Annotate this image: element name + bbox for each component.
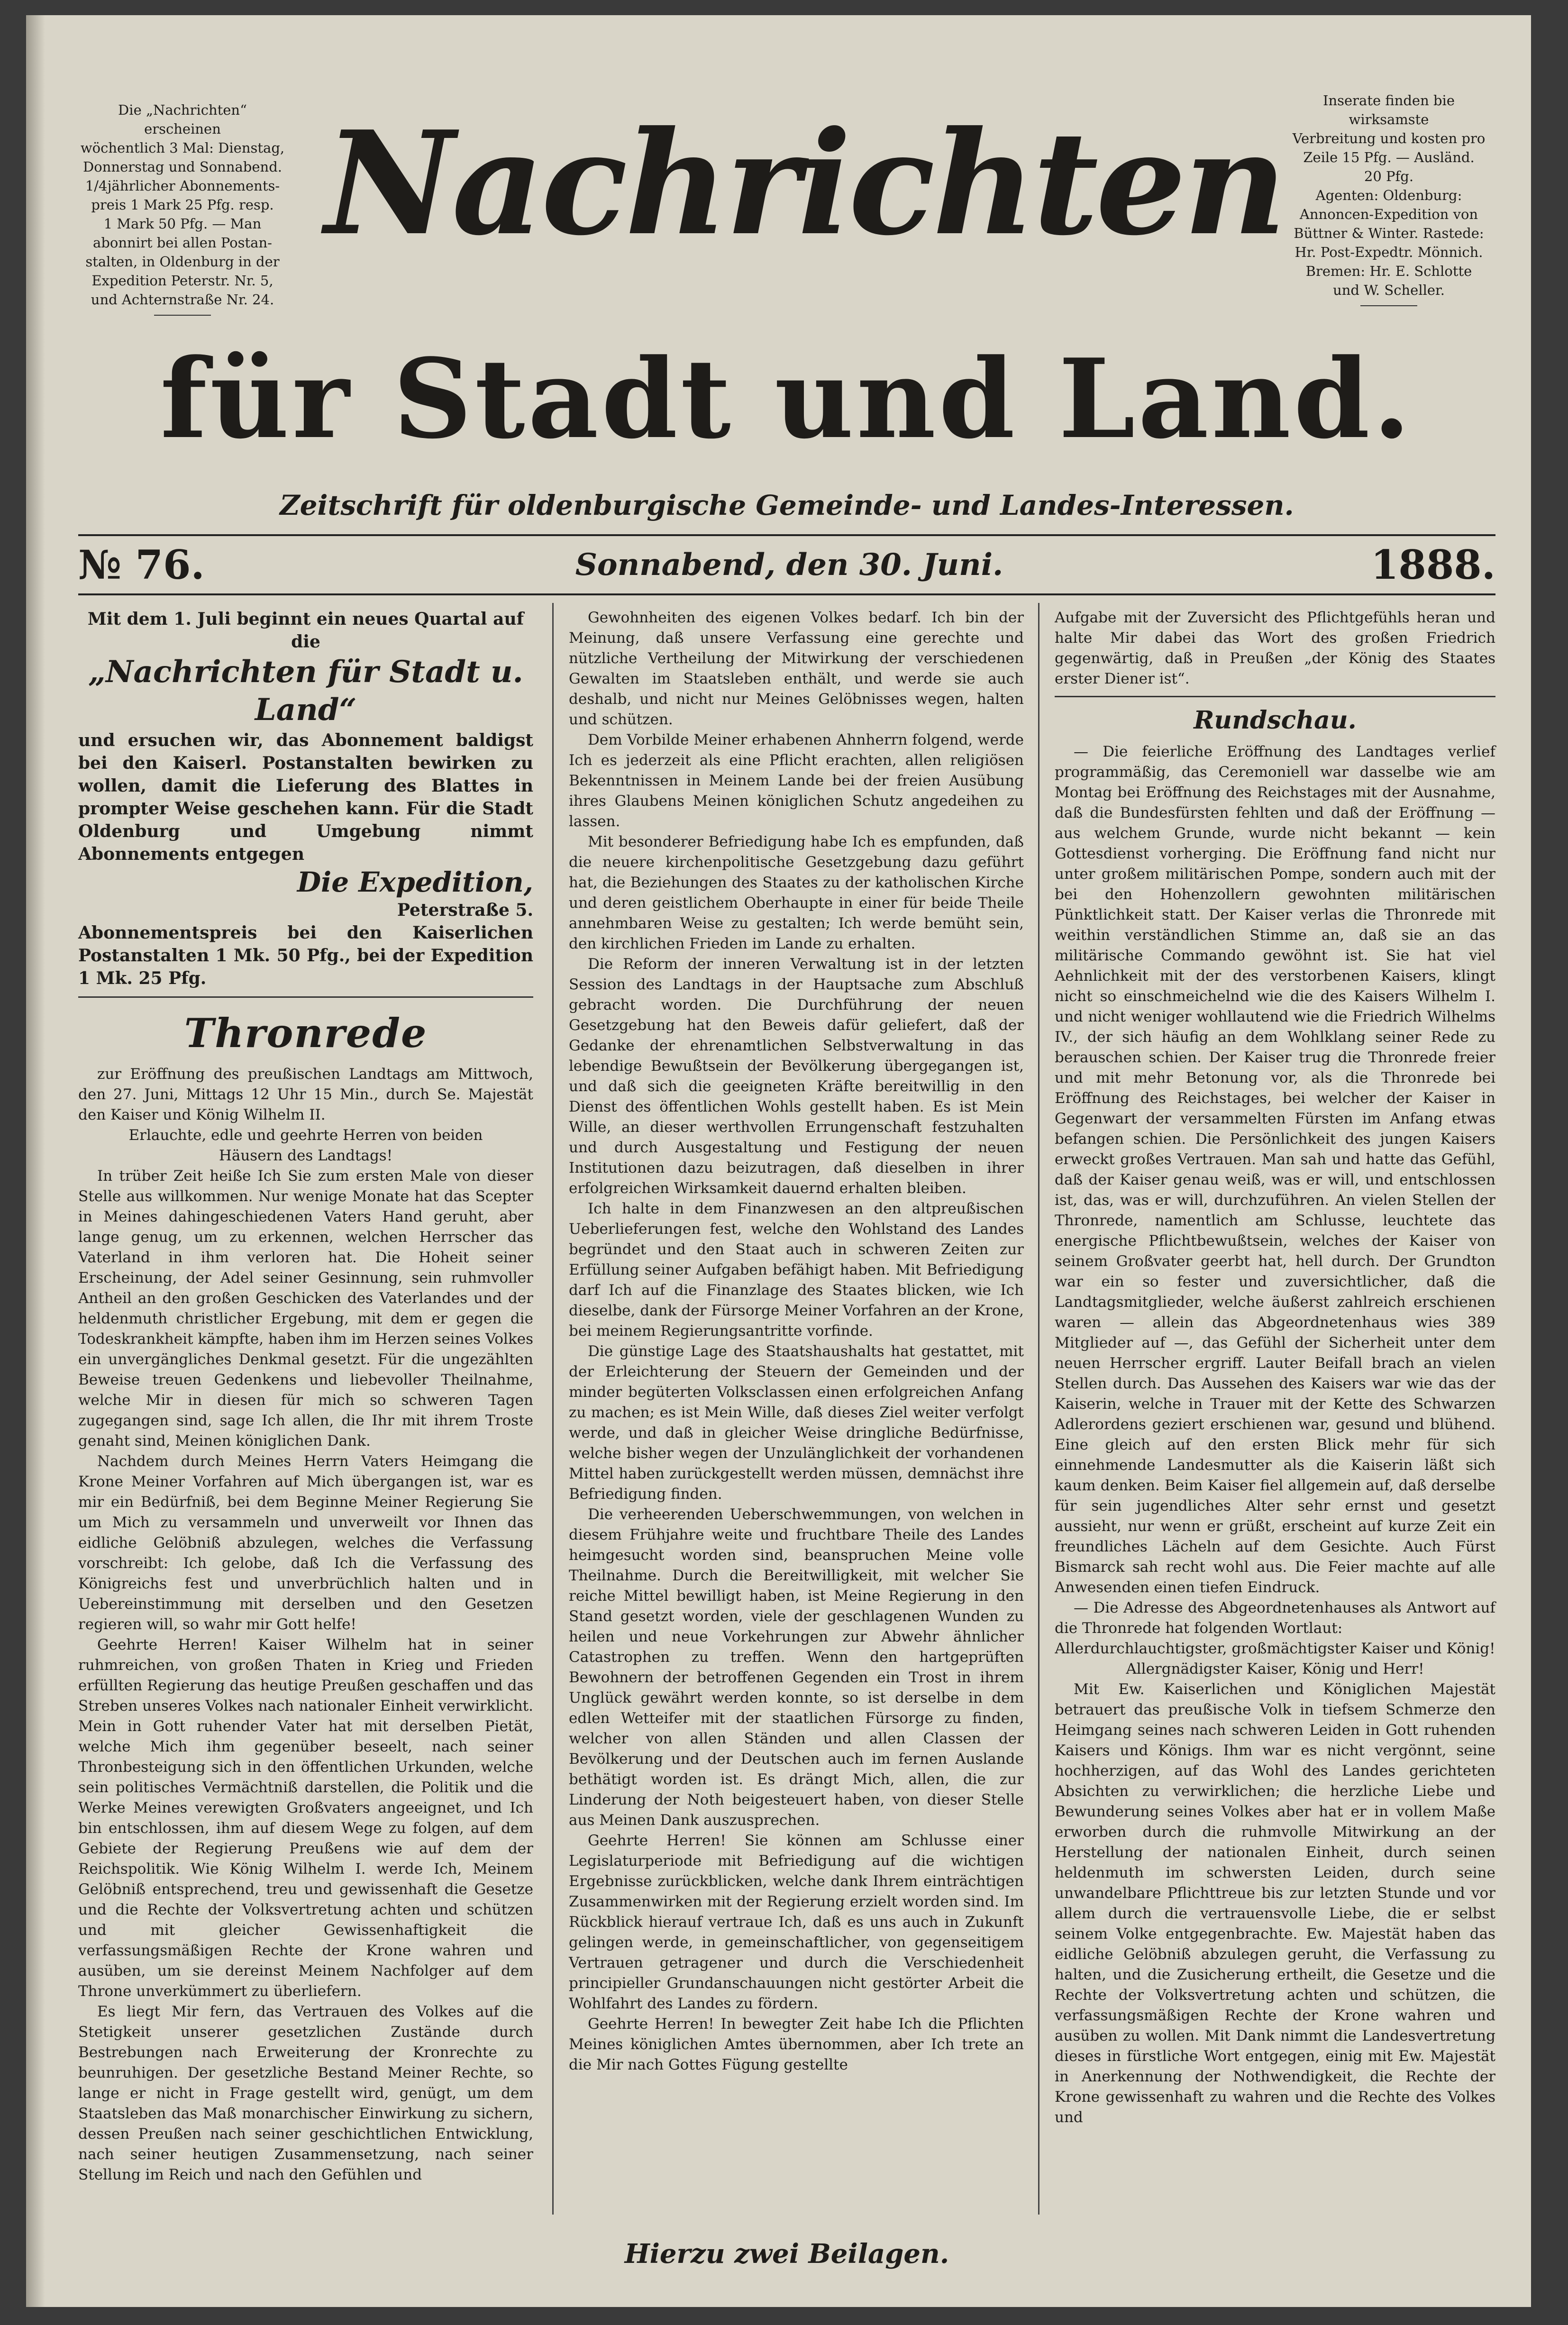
header-rule-top [78,534,1495,536]
announcement-address: Peterstraße 5. [397,900,533,920]
advertising-info-line: und W. Scheller. [1333,282,1445,298]
article-paragraph: Geehrte Herren! Kaiser Wilhelm hat in seiner ruhmreichen, von großen Thaten in Krieg und Frieden erfüllten Regierung das heutige Preußen geschaffen und das Streben unseres Volkes nach nationaler Einheit verwirklicht. Mein in Gott ruhender Vater hat mit derselben Pietät, welche Mich ihm gegenüber beseelt, nach seiner Thronbesteigung sich in den öffentlichen Urkunden, welche sein politisches Vermächtniß darstellen, die Politik und die Werke Meines verewigten Großvaters angeeignet, und Ich bin entschlossen, ihm auf diesem Wege zu folgen, auf dem Gebiete der Regierung Preußens wie auf dem der Reichspolitik. Wie König Wilhelm I. werde Ich, Meinem Gelöbniß entsprechend, treu und gewissenhaft die Gesetze und die Rechte der Volksvertretung achten und schützen und mit gleicher Gewissenhaftigkeit die verfassungsmäßigen Rechte der Krone wahren und ausüben, um sie dereinst Meinem Nachfolger auf dem Throne unverkümmert zu überliefern. [78,1636,533,2000]
section-rule [1055,696,1495,697]
article-paragraph: Die günstige Lage des Staatshaushalts hat gestattet, mit der Erleichterung der Steuern der Gemeinden und der minder begüterten Volksclassen einen erfolgreichen Anfang zu machen; es ist Mein Wille, daß dieses Ziel weiter verfolgt werde, und daß in gleicher Weise dringliche Bedürfnisse, welche bisher wegen der Unzulänglichkeit der vorhandenen Mittel haben zurückgestellt werden müssen, demnächst ihre Befriedigung finden. [569,1343,1024,1503]
announcement-title: „Nachrichten für Stadt u. Land“ [88,654,523,728]
header-rule-bottom [78,593,1495,595]
article-paragraph: Es liegt Mir fern, das Vertrauen des Volkes auf die Stetigkeit unserer gesetzlichen Zustände durch Bestrebungen nach Erweiterung der Kronrechte zu beunruhigen. Der gesetzliche Bestand Meiner Rechte, so lange er nicht in Frage gestellt wird, genügt, um dem Staatsleben das Maß monarchischer Einwirkung zu sichern, dessen Preußen nach seiner geschichtlichen Entwicklung, nach seiner heutigen Zusammensetzung, nach seiner Stellung im Reich und nach den Gefühlen und [78,2003,533,2183]
advertising-info-line: Büttner & Winter. Rastede: [1294,225,1484,241]
column-1 [78,608,533,2185]
box-rule [154,315,211,316]
address-text: Mit Ew. Kaiserlichen und Königlichen Majestät betrauert das preußische Volk in tiefsem Schmerze den Heimgang seines nach schweren Leiden in Gott ruhenden Kaisers und Königs. Ihm war es nicht vergönnt, seine hochherzigen, auf das Wohl des Landes gerichteten Absichten zu verwirklichen; die herzliche Liebe und Bewunderung seines Volkes aber hat er in vollem Maße erworben durch die ruhmvolle Mitwirkung an der Herstellung der nationalen Einheit, durch seinen heldenmuth im schwersten Leiden, durch seine unwandelbare Pflichttreue bis zur letzten Stunde und vor allem durch die vertrauensvolle Liebe, die er selbst seinem Volke entgegenbrachte. Ew. Majestät haben das eidliche Gelöbniß abzulegen geruht, die Verfassung zu halten, und die Zusicherung ertheilt, die Gesetze und die Rechte der Volksvertretung achten und schützen, die verfassungsmäßigen Rechte der Krone wahren und ausüben zu wollen. Mit Dank nimmt die Landesvertretung dieses in fürstliche Wort entgegen, einig mit Ew. Majestät in Anerkennung der Nothwendigkeit, die Rechte der Krone gewissenhaft zu wahren und die Rechte des Volkes und [1055,1681,1495,2126]
issue-date: Sonnabend, den 30. Juni. [575,547,1003,583]
announcement-intro: Mit dem 1. Juli beginnt ein neues Quartal auf die [87,609,524,652]
article-paragraph: Nachdem durch Meines Herrn Vaters Heimgang die Krone Meiner Vorfahren auf Mich übergangen ist, war es mir ein Bedürfniß, bei dem Beginne Meiner Regierung Sie um Mich zu versammeln und unverweilt vor Ihnen das eidliche Gelöbniß abzulegen, welches die Verfassung vorschreibt: Ich gelobe, daß Ich die Verfassung des Königreichs fest und unverbrüchlich halten und in Uebereinstimmung mit derselben und den Gesetzen regieren will, so wahr mir Gott helfe! [78,1453,533,1633]
col3-opening: Aufgabe mit der Zuversicht des Pflichtgefühls heran und halte Mir dabei das Wort des großen Friedrich gegenwärtig, daß in Preußen „der König des Staates erster Diener ist“. [1055,609,1495,687]
issue-number: № 76. [78,541,205,588]
advertising-info-line: 20 Pfg. [1364,168,1414,184]
announcement-price: Abonnementspreis bei den Kaiserlichen Postanstalten 1 Mk. 50 Pfg., bei der Expedition 1 Mk. 25 Pfg. [78,923,533,988]
article-paragraph: Ich halte in dem Finanzwesen an den altpreußischen Ueberlieferungen fest, welche den Wohlstand des Landes begründet und den Staat auch in schweren Zeiten zur Erfüllung seiner Aufgaben befähigt haben. Mit Befriedigung darf Ich auf die Finanzlage des Staates blicken, wie Ich dieselbe, dank der Fürsorge Meiner Vorfahren an der Krone, bei meinem Regierungsantritte vorfinde. [569,1200,1024,1340]
subscription-info-line: 1 Mark 50 Pfg. — Man [103,216,262,232]
announcement-signature: Die Expedition, [297,866,533,898]
masthead-title-line1: Nachrichten [325,100,1284,267]
article-paragraph: Geehrte Herren! In bewegter Zeit habe Ich die Pflichten Meines königlichen Amtes übernommen, aber Ich trete an die Mir nach Gottes Fügung gestellte [569,2015,1024,2073]
article-paragraph: Die verheerenden Ueberschwemmungen, von welchen in diesem Frühjahre weite und fruchtbare Theile des Landes heimgesucht worden sind, beanspruchen Meine volle Theilnahme. Durch die Bereitwilligkeit, mit welcher Sie reiche Mittel bewilligt haben, ist Meine Regierung in den Stand gesetzt worden, viele der geschlagenen Wunden zu heilen und neue Vorkehrungen zur Abwehr ähnlicher Catastrophen zu treffen. Wenn den hartgeprüften Bewohnern der betroffenen Gegenden ein Trost in ihrem Unglück gewährt werden konnte, so ist derselbe in dem edlen Wetteifer mit der staatlichen Fürsorge zu finden, welcher von allen Ständen und allen Classen der Bevölkerung und der Deutschen auch im fernen Auslande bethätigt worden ist. Es drängt Mich, allen, die zur Linderung der Noth beigesteuert haben, von dieser Stelle aus Meinen Dank auszusprechen. [569,1506,1024,1829]
masthead-subtitle: Zeitschrift für oldenburgische Gemeinde- und Landes-Interessen. [280,489,1294,521]
salutation-2: Allergnädigster Kaiser, König und Herr! [1126,1660,1424,1678]
column-divider-2 [1038,603,1039,2215]
advertising-info-line: Annoncen-Expedition von [1299,206,1478,222]
announcement-body: und ersuchen wir, das Abonnement baldigst bei den Kaiserl. Postanstalten bewirken zu wollen, damit die Lieferung des Blattes in prompter Weise geschehen kann. Für die Stadt Oldenburg und Umgebung nimmt Abonnements entgegen [78,730,533,864]
advertising-info-box [1282,91,1495,312]
advertising-info-line: Bremen: Hr. E. Schlotte [1305,263,1472,279]
advertising-info-line: Hr. Post-Expedtr. Mönnich. [1295,244,1483,260]
article-paragraph: Dem Vorbilde Meiner erhabenen Ahnherrn folgend, werde Ich es jederzeit als eine Pflicht erachten, allen religiösen Bekenntnissen in Meinem Lande bei der freien Ausübung ihres Glaubens Meinen königlichen Schutz angedeihen zu lassen. [569,731,1024,830]
article-paragraph: In trüber Zeit heiße Ich Sie zum ersten Male von dieser Stelle aus willkommen. Nur wenige Monate hat das Scepter in Meines dahingeschiedenen Vaters Hand geruht, aber lange genug, um zu erkennen, welchen Herrscher das Vaterland in ihm verloren hat. Die Hoheit seiner Erscheinung, der Adel seiner Gesinnung, sein ruhmvoller Antheil an den großen Geschicken des Vaterlandes und der heldenmuth christlicher Ergebung, mit dem er gegen die Todeskrankheit kämpfte, haben ihm im Herzen seines Volkes ein unvergängliches Denkmal gesetzt. Für die ungezählten Beweise treuen Gedenkens und liebevoller Theilnahme, welche Mir in diesen für mich so schweren Tagen zugegangen sind, sage Ich allen, die Ihr mit ihrem Troste genaht sind, Meinen königlichen Dank. [78,1167,533,1450]
article-paragraph: — Die feierliche Eröffnung des Landtages verlief programmäßig, das Ceremoniell war dasselbe wie am Montag bei Eröffnung des Reichstages mit der Ausnahme, daß die Bundesfürsten fehlten und daß der Eröffnung — aus welchem Grunde, wurde nicht bekannt — kein Gottesdienst vorherging. Die Eröffnung fand nicht nur unter großem militärischen Pompe, sondern auch mit der bei den Hohenzollern gewohnten militärischen Pünktlichkeit statt. Der Kaiser verlas die Thronrede mit weithin verständlichen Stimme an, daß sie an das militärische Commando gewöhnt ist. Sie hat viel Aehnlichkeit mit der des verstorbenen Kaisers, klingt nicht so einschmeichelnd wie die des Kaisers Wilhelm I. und nicht weniger wohllautend wie die Friedrich Wilhelms IV., der sich häufig an dem Wohlklang seiner Rede zu berauschen schien. Der Kaiser trug die Thronrede freier und mit mehr Betonung vor, als die Thronrede bei Eröffnung des Reichstages, bei welcher der Kaiser in Gegenwart der versammelten Fürsten im Anfang etwas befangen schien. Die Persönlichkeit des jungen Kaisers erweckt großes Vertrauen. Man sah und hatte das Gefühl, daß der Kaiser genau weiß, was er will, und entschlossen ist, das, was er will, durchzuführen. An vielen Stellen der Thronrede, namentlich am Schlusse, leuchtete das energische Pflichtbewußtsein, welches der Kaiser von seinem Großvater geerbt hat, hell durch. Der Grundton war ein so fester und zuversichtlicher, daß die Landtagsmitglieder, welche äußerst zahlreich erschienen waren — allein das Abgeordnetenhaus wies 389 Mitglieder auf —, das Gefühl der Sicherheit unter dem neuen Herrscher ergriff. Lauter Beifall brach an vielen Stellen durch. Das Aussehen des Kaisers war wie das der Kaiserin, welche in Trauer mit der Kette des Schwarzen Adlerordens geziert erschienen war, gesund und blühend. Eine gleich auf den ersten Blick mehr für sich einnehmende Landesmutter als die Kaiserin läßt sich kaum denken. Beim Kaiser fiel allgemein auf, daß derselbe für sein jugendliches Alter sehr ernst und gesetzt aussieht, nur wenn er grüßt, erscheint auf kurze Zeit ein freundliches Lächeln auf dem Gesichte. Auch Fürst Bismarck sah recht wohl aus. Die Feier machte auf alle Anwesenden einen tiefen Eindruck. [1055,743,1495,1596]
advertising-info-line: Verbreitung und kosten pro [1292,130,1486,146]
newspaper-page [26,15,1531,2307]
subscription-info-line: Donnerstag und Sonnabend. [83,159,282,175]
subscription-info-line: stalten, in Oldenburg in der [85,254,280,270]
subscription-info-line: Die „Nachrichten“ erscheinen [118,102,247,137]
box-rule [1360,305,1417,306]
page-content [78,15,1495,2307]
subscription-announcement [78,608,533,990]
subscription-info-line: und Achternstraße Nr. 24. [91,292,274,308]
subscription-info-line: 1/4jährlicher Abonnements- [85,178,280,194]
article-paragraph: — Die Adresse des Abgeordnetenhauses als Antwort auf die Thronrede hat folgenden Wortlaut: [1055,1599,1495,1637]
thronrede-heading: Thronrede [184,1010,428,1057]
advertising-info-line: Inserate finden bie wirksamste [1322,92,1455,128]
thronrede-address: Erlauchte, edle und geehrte Herren von beiden Häusern des Landtags! [128,1127,483,1164]
subscription-info-line: preis 1 Mark 25 Pfg. resp. [91,197,274,213]
issue-year: 1888. [1370,541,1495,588]
article-paragraph: Gewohnheiten des eigenen Volkes bedarf. Ich bin der Meinung, daß unsere Verfassung eine gerechte und nützliche Vertheilung der Mitwirkung der verschiedenen Gewalten im Staatsleben enthält, und werde sie auch deshalb, und nicht nur Meines Gelöbnisses wegen, halten und schützen. [569,609,1024,728]
subscription-info-line: abonnirt bei allen Postan- [93,235,272,251]
advertising-info-line: Zeile 15 Pfg. — Ausländ. [1303,149,1475,165]
section-rule [78,996,533,998]
column-3 [1055,608,1495,2128]
subscription-info-line: Expedition Peterstr. Nr. 5, [91,273,273,289]
salutation-1: Allerdurchlauchtigster, großmächtigster Kaiser und König! [1055,1640,1495,1657]
binding-edge [26,15,45,2307]
article-paragraph: Die Reform der inneren Verwaltung ist in der letzten Session des Landtags in der Hauptsache zum Abschluß gebracht worden. Die Durchführung der neuen Gesetzgebung hat den Beweis dafür geliefert, daß der Gedanke der ehrenamtlichen Selbstverwaltung in das lebendige Bewußtsein der Bevölkerung übergegangen ist, und daß sich die geeigneten Kräfte bereitwillig in den Dienst des öffentlichen Wohls gestellt haben. Es ist Mein Wille, an dieser werthvollen Errungenschaft festzuhalten und durch Ausgestaltung und Festigung der neuen Institutionen dazu beizutragen, daß dieselben in ihrer erfolgreichen Wirksamkeit dauernd erhalten bleiben. [569,956,1024,1197]
subscription-info-box [78,100,287,321]
rundschau-heading: Rundschau. [1194,706,1357,735]
advertising-info-line: Agenten: Oldenburg: [1315,187,1462,203]
column-2 [569,608,1024,2075]
subscription-info-line: wöchentlich 3 Mal: Dienstag, [80,140,285,156]
dateline [78,539,1495,591]
supplement-note: Hierzu zwei Beilagen. [624,2238,949,2270]
column-divider-1 [552,603,554,2215]
masthead-title-line2: für Stadt und Land. [160,335,1414,463]
article-paragraph: Geehrte Herren! Sie können am Schlusse einer Legislaturperiode mit Befriedigung auf die wichtigen Ergebnisse zurückblicken, welche dank Ihrem einträchtigen Zusammenwirken mit der Regierung erzielt worden sind. Im Rückblick hierauf vertraue Ich, daß es uns auch in Zukunft gelingen werde, in gemeinschaftlicher, von gegenseitigem Vertrauen getragener und durch die Verschiedenheit principieller Grundanschauungen nicht gestörter Arbeit die Wohlfahrt des Landes zu fördern. [569,1832,1024,2012]
thronrede-intro: zur Eröffnung des preußischen Landtags am Mittwoch, den 27. Juni, Mittags 12 Uhr 15 Min., durch Se. Majestät den Kaiser und König Wilhelm II. [78,1066,533,1123]
article-paragraph: Mit besonderer Befriedigung habe Ich es empfunden, daß die neuere kirchenpolitische Gesetzgebung dazu geführt hat, die Beziehungen des Staates zu der katholischen Kirche und deren geistlichem Oberhaupte in einer für beide Theile annehmbaren Weise zu gestalten; Ich werde bemüht sein, den kirchlichen Frieden im Lande zu erhalten. [569,833,1024,952]
